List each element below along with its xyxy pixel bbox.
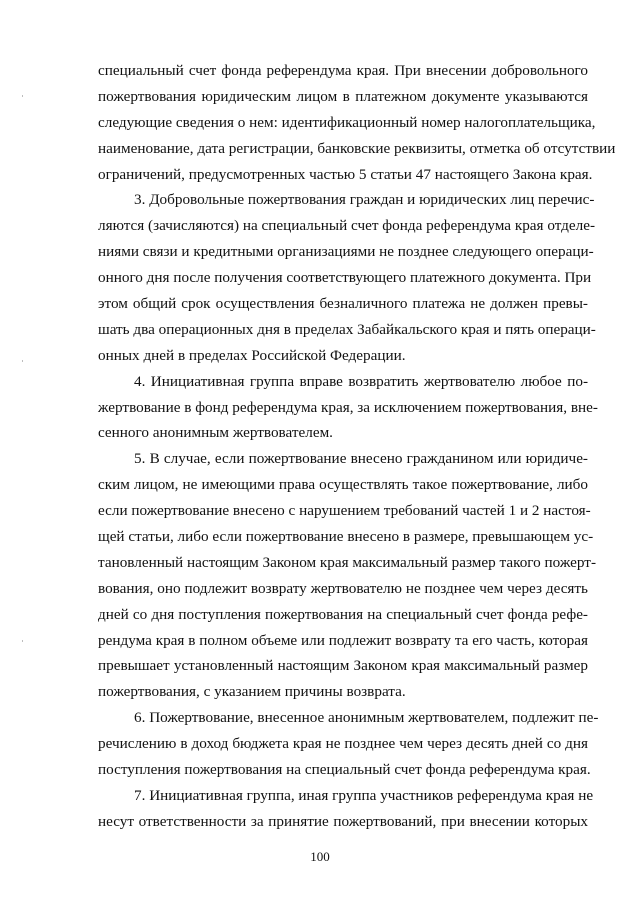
paragraph-6-line: 6. Пожертвование, внесенное анонимным жертвователем, подлежит пе- — [134, 709, 599, 727]
text-line: наименование, дата регистрации, банковские реквизиты, отметка об отсутствии — [98, 139, 616, 157]
text-line: сенного анонимным жертвователем. — [98, 424, 333, 442]
scan-edge-mark — [22, 95, 23, 97]
text-line: ниями связи и кредитными организациями не позднее следующего операци- — [98, 243, 594, 261]
paragraph-4-line: 4. Инициативная группа вправе возвратить жертвователю любое по- — [134, 372, 588, 390]
text-line: несут ответственности за принятие пожертвований, при внесении которых — [98, 812, 588, 830]
text-line: пожертвования юридическим лицом в платежном документе указываются — [98, 87, 588, 105]
text-line: рендума края в полном объеме или подлежит возврату та его часть, которая — [98, 631, 588, 649]
text-line: превышает установленный настоящим Законом края максимальный размер — [98, 657, 588, 675]
text-line: вования, оно подлежит возврату жертвователю не позднее чем через десять — [98, 579, 588, 597]
text-line: ограничений, предусмотренных частью 5 статьи 47 настоящего Закона края. — [98, 165, 593, 183]
text-line: пожертвования, с указанием причины возврата. — [98, 683, 406, 701]
text-line: ляются (зачисляются) на специальный счет фонда референдума края отделе- — [98, 217, 596, 235]
text-line: тановленный настоящим Законом края максимальный размер такого пожерт- — [98, 553, 597, 571]
text-line: шать два операционных дня в пределах Забайкальского края и пять операци- — [98, 320, 596, 338]
text-line: поступления пожертвования на специальный счет фонда референдума края. — [98, 761, 591, 779]
scan-edge-mark — [22, 360, 23, 362]
paragraph-5-line: 5. В случае, если пожертвование внесено гражданином или юридиче- — [134, 450, 588, 468]
text-line: следующие сведения о нем: идентификационный номер налогоплательщика, — [98, 113, 596, 131]
text-line: если пожертвование внесено с нарушением требований частей 1 и 2 настоя- — [98, 502, 591, 520]
text-line: жертвование в фонд референдума края, за исключением пожертвования, вне- — [98, 398, 598, 416]
text-line: дней со дня поступления пожертвования на специальный счет фонда рефе- — [98, 605, 588, 623]
text-line: онных дней в пределах Российской Федерации. — [98, 346, 406, 364]
text-line: ским лицом, не имеющими права осуществлять такое пожертвование, либо — [98, 476, 588, 494]
text-line: этом общий срок осуществления безналичного платежа не должен превы- — [98, 295, 588, 313]
page-number: 100 — [310, 849, 330, 864]
text-line: онного дня после получения соответствующего платежного документа. При — [98, 269, 592, 287]
text-line: специальный счет фонда референдума края. При внесении добровольного — [98, 62, 588, 79]
text-line: щей статьи, либо если пожертвование внесено в размере, превышающем ус- — [98, 528, 594, 546]
text-line: речислению в доход бюджета края не позднее чем через десять дней со дня — [98, 735, 588, 753]
paragraph-3-line: 3. Добровольные пожертвования граждан и юридических лиц перечис- — [134, 191, 595, 209]
body-text — [98, 58, 616, 835]
paragraph-7-line: 7. Инициативная группа, иная группа участников референдума края не — [134, 786, 594, 804]
scan-edge-mark — [22, 640, 23, 642]
